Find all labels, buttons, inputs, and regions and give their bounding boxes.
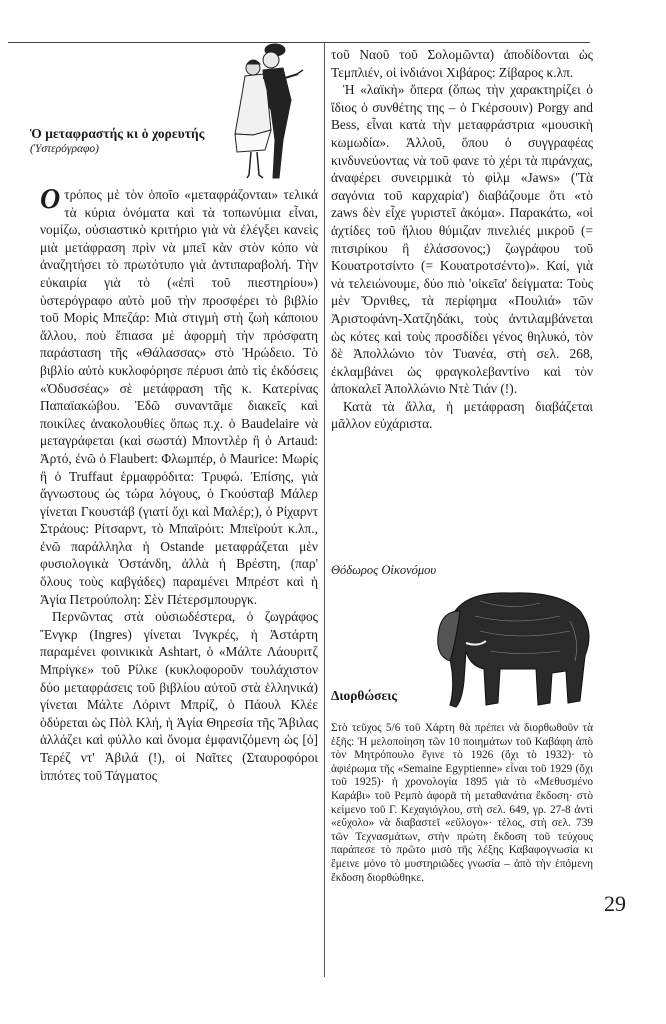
column-divider — [324, 42, 325, 977]
dancing-couple-illustration — [213, 30, 327, 180]
paragraph-3: τοῦ Ναοῦ τοῦ Σολομῶντα) ἀποδίδονται ὡς Τεμπλιέν, οἱ ἰνδιάνοι Χιβάρος: Ζίβαρος κ.λπ. — [331, 47, 593, 80]
corrections-text: Στὸ τεῦχος 5/6 τοῦ Χάρτη θὰ πρέπει νὰ διορθωθοῦν τὰ ἑξῆς: Ἡ μελοποίηση τῶν 10 ποιημάτων τοῦ Καβάφη ἀπὸ τὸν Μητρόπουλο ἔγινε τὸ 1926 (ὄχι τὸ 1932)· τὸ ἀφιέρωμα τῆς «Semaine Egyptienne» εἶναι τοῦ 1929 (ὄχι τοῦ 1925)· ἡ χρονολογία 1895 γιὰ τὸ «Μεθυσμένο Καράβι» τοῦ Ρεμπὸ ἀφορᾶ τὴ μεταθανάτια ἔκδοση· στὸ κείμενο τοῦ Γ. Κεχαγιόγλου, στὴ σελ. 649, γρ. 27-8 ἀντὶ «εὔχολο» νὰ διαβαστεῖ «εὔλογο»· τέλος, στὴ σελ. 739 τῶν Τεχνασμάτων, στὴν πρώτη ἔκδοση τοῦ τεύχους παράπεσε τὸ πρῶτο μισὸ τῆς λέξης Καβαφογνωσία κι ἔμεινε μόνο τὸ μυστηριῶδες γνωσία – ἀπὸ τὴν ἑπόμενη ἔκδοση διορθώθηκε. — [331, 722, 593, 884]
paragraph-4: Ἡ «λαϊκὴ» ὄπερα (ὅπως τὴν χαρακτηρίζει ὁ ἴδιος ὁ συνθέτης της – ὁ Γκέρσουιν) Porgy and Bess, εἶναι κατὰ τὴν μεταφράστρια «μουσικὴ κωμωδία». Ἀλλοῦ, ὅπου ὁ συγγραφέας κινδυνεύοντας νὰ τοῦ φανε τὸ χέρι τὰ πιράνχας, ἀναφέρει συνειρμικὰ τὸ φὶλμ «Jaws» ('Τὰ σαγόνια τοῦ καρχαρία') διαβάζουμε ὅτι «τὸ zaws δὲν εἶχε γυριστεῖ ἀκόμα». Παρακάτω, «οἱ ἀχτίδες τοῦ ἥλιου θύμιζαν πινελιές μικροῦ (= πιτσιρίκου ἢ ἐλάσσονος;) ζωγράφου τοῦ Κουατροτσίντο (= Κουατροτσέντο)». Καί, γιὰ νὰ τελειώνουμε, δύο πιὸ 'οἰκεῖα' δείγματα: Τοὺς μὲν Ὄρνιθες, τὰ περίφημα «Πουλιά» τῶν Ἀριστοφάνη-Χατζηδάκι, τοὺς ἀντιλαμβάνεται ὡς κότες καὶ τοὺς προσδίδει γένος θηλυκό, τὸν δὲ Ἀπολλώνιο τὸν Τυανέα, στὴ σελ. 268, ἐκλαμβάνει ὡς φραγκολεβαντίνο καὶ τὸν ἀποκαλεῖ Ἀπολλώνιο Ντὲ Τιάν (!). — [331, 82, 593, 397]
paragraph-1 — [40, 186, 318, 608]
corrections-title: Διορθώσεις — [331, 688, 397, 703]
drop-cap: Ο — [40, 184, 61, 215]
elephant-illustration — [420, 581, 606, 711]
right-column — [331, 46, 593, 433]
article-subtitle: (Ὑστερόγραφο) — [30, 143, 99, 155]
paragraph-5: Κατὰ τὰ ἄλλα, ἡ μετάφραση διαβάζεται μᾶλλον εὐχάριστα. — [331, 398, 593, 432]
left-column — [40, 186, 318, 784]
paragraph-2: Περνῶντας στὰ οὐσιωδέστερα, ὁ ζωγράφος Ἔνγκρ (Ingres) γίνεται Ἰνγκρές, ἡ Ἀστάρτη παραμένει φοινικικὰ Ashtart, ὁ «Μάλτε Λάουριτζ Μπρίγκε» τοῦ Ρίλκε (κυκλοφοροῦν τουλάχιστον δύο μεταφράσεις τοῦ βιβλίου αὐτοῦ στὰ ἑλληνικά) γίνεται Μάλτε Λόριντ Μπρίζ, ὁ Πάουλ Κλέε ὁδύρεται ὡς Πὸλ Κλή, ἡ Ἁγία Θηρεσία τῆς Ἄβιλας ἀλλάζει καὶ φύλλο καὶ ὄνομα ἐμφανιζόμενη ὡς [ὁ] Τερέζ ντ' Ἀβιλά (!), οἱ Ναῖτες (Σταυροφόροι ἱππότες τοῦ Τάγματος — [40, 609, 318, 783]
author-signature: Θόδωρος Οἰκονόμου — [331, 563, 437, 577]
paragraph-1-text: τρόπος μὲ τὸν ὁποῖο «μεταφράζονται» τελικά τὰ κύρια ὀνόματα καὶ τὰ τοπωνύμια εἶναι, νομίζω, οὐσιαστικὸ κριτήριο γιὰ νὰ ἐλέγξει κανεὶς μιὰ μετάφραση πρὶν νὰ μπεῖ κὰν στὸν κόπο νὰ ἀναζητήσει τὸ πρωτότυπο γιὰ ἀντιπαραβολή. Τὴν εὐκαιρία γιὰ τὸ («ἐπὶ τοῦ πιεστηρίου») ὑστερόγραφο αὐτὸ μοῦ τὴν προσφέρει τὸ βιβλίο τοῦ Μορὶς Μπεζάρ: Μιὰ στιγμὴ στὴ ζωὴ κάποιου ἄλλου, ποὺ ἔπιασα μὲ ἀφορμὴ τὴν πρόσφατη παράσταση τῆς «Θάλασσας» στὸ Ἡρώδειο. Τὸ βιβλίο αὐτὸ κυκλοφόρησε πέρυσι ἀπὸ τὶς ἐκδόσεις «Ὀδυσσέας» σὲ μετάφραση τῆς κ. Κατερίνας Παπαϊακώβου. Ἐδῶ συναντᾶμε διακεῖς καὶ ποικίλες ἀνακολουθίες ὅπως π.χ. ὁ Baudelaire νὰ μεταγράφεται (καὶ σωστά) Μποντλὲρ ἢ ὁ Artaud: Ἀρτό, ἐνῶ ὁ Flaubert: Φλωμπέρ, ὁ Maurice: Μωρίς ἢ ὁ Truffaut ἑρμαφρόδιτα: Τρυφώ. Ἐπίσης, γιὰ ἄγνωστους ὡς τώρα λόγους, ὁ Γκούσταβ Μάλερ γίνεται Γκουστάβ (γιατί ὄχι καὶ Μαλέρ;), ὁ Ρίχαρντ Στράους: Ρίτσαρντ, τὸ Μπαϊρόιτ: Μπεϊρούτ κ.λπ., ἐνῶ παράλληλα ἡ Ostande μεταφράζεται μὲν φυσιολογικὰ Ὀστάνδη, ἀλλὰ ἡ Βρέστη, (παρ' ὅλους τοὺς καβγάδες) παραμένει Μπρέστ καὶ ἡ Ἁγία Πετρούπολη: Σὲν Πέτερσμπουργκ. — [40, 187, 318, 607]
article-title: Ὁ μεταφραστής κι ὁ χορευτής — [30, 126, 205, 141]
article-heading-box — [30, 126, 205, 155]
page-number: 29 — [604, 891, 626, 916]
